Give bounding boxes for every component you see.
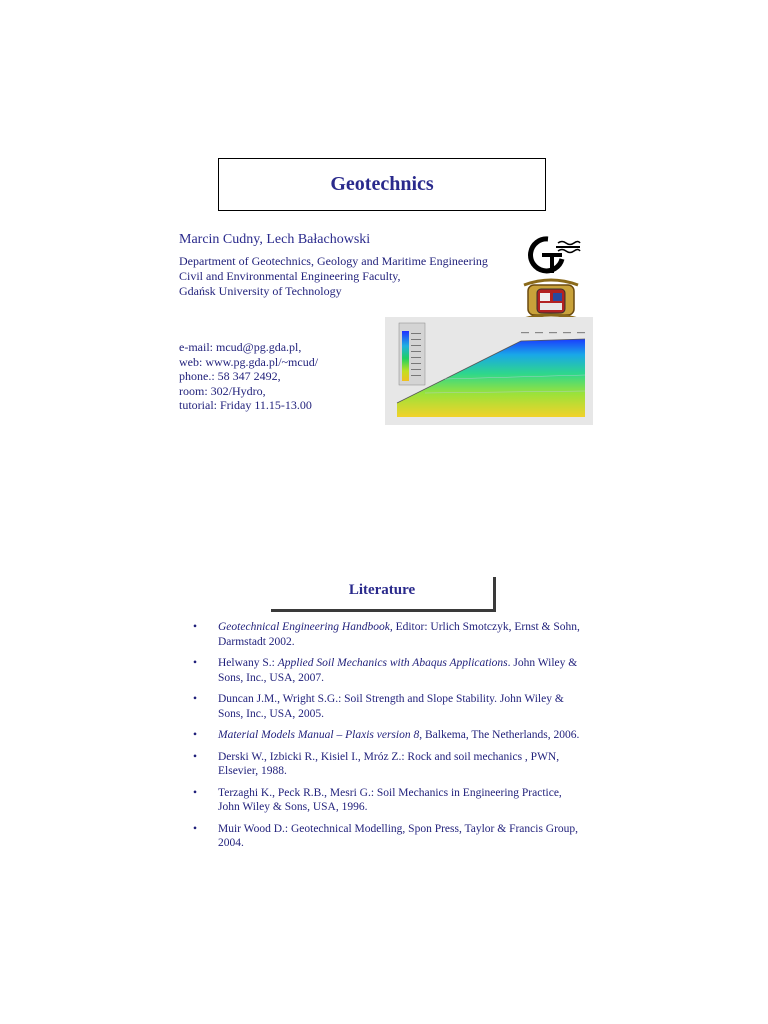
slope-stability-contour-plot xyxy=(385,317,593,425)
contact-block xyxy=(179,340,318,413)
bullet-icon: • xyxy=(193,621,198,633)
email-line: e-mail: mcud@pg.gda.pl, xyxy=(179,340,302,354)
bullet-icon: • xyxy=(193,729,198,741)
faculty-line: Civil and Environmental Engineering Faculty, xyxy=(179,269,401,283)
list-item: • Helwany S.: Applied Soil Mechanics with Abaqus Applications. John Wiley & Sons, Inc., USA, 2007. xyxy=(193,657,578,684)
department-line: Department of Geotechnics, Geology and Maritime Engineering xyxy=(179,254,488,268)
bullet-icon: • xyxy=(193,822,198,835)
page-title: Geotechnics xyxy=(330,173,434,195)
list-item: • Derski W., Izbicki R., Kisiel I., Mróz Z.: Rock and soil mechanics , PWN, Elsevier, 1988. xyxy=(193,750,560,777)
list-item: • Terzaghi K., Peck R.B., Mesri G.: Soil Mechanics in Engineering Practice, John Wiley & Sons, USA, 1996. xyxy=(193,786,562,813)
list-item: • Muir Wood D.: Geotechnical Modelling, Spon Press, Taylor & Francis Group, 2004. xyxy=(193,822,579,849)
bullet-icon: • xyxy=(193,657,198,669)
university-logo-icon xyxy=(518,233,584,323)
bullet-icon: • xyxy=(193,786,198,799)
literature-heading: Literature xyxy=(348,581,416,598)
list-item: • Duncan J.M., Wright S.G.: Soil Strength and Slope Stability. John Wiley & Sons, Inc., USA, 2005. xyxy=(193,693,564,720)
tutorial-line: tutorial: Friday 11.15-13.00 xyxy=(179,398,312,413)
authors: Marcin Cudny, Lech Bałachowski xyxy=(179,232,371,247)
literature-list xyxy=(193,620,585,858)
list-item: • Geotechnical Engineering Handbook, Editor: Urlich Smotczyk, Ernst & Sohn, Darmstadt 2002. xyxy=(193,621,580,648)
literature-heading-box xyxy=(271,577,496,612)
phone-line: phone.: 58 347 2492, xyxy=(179,369,281,384)
web-line: web: www.pg.gda.pl/~mcud/ xyxy=(179,354,319,369)
bullet-icon: • xyxy=(193,693,198,705)
department-block xyxy=(179,254,488,299)
university-line: Gdańsk University of Technology xyxy=(179,284,342,298)
room-line: room: 302/Hydro, xyxy=(179,383,266,398)
list-item: • Material Models Manual – Plaxis version 8, Balkema, The Netherlands, 2006. xyxy=(193,729,580,741)
bullet-icon: • xyxy=(193,750,198,763)
title-box xyxy=(218,158,546,211)
